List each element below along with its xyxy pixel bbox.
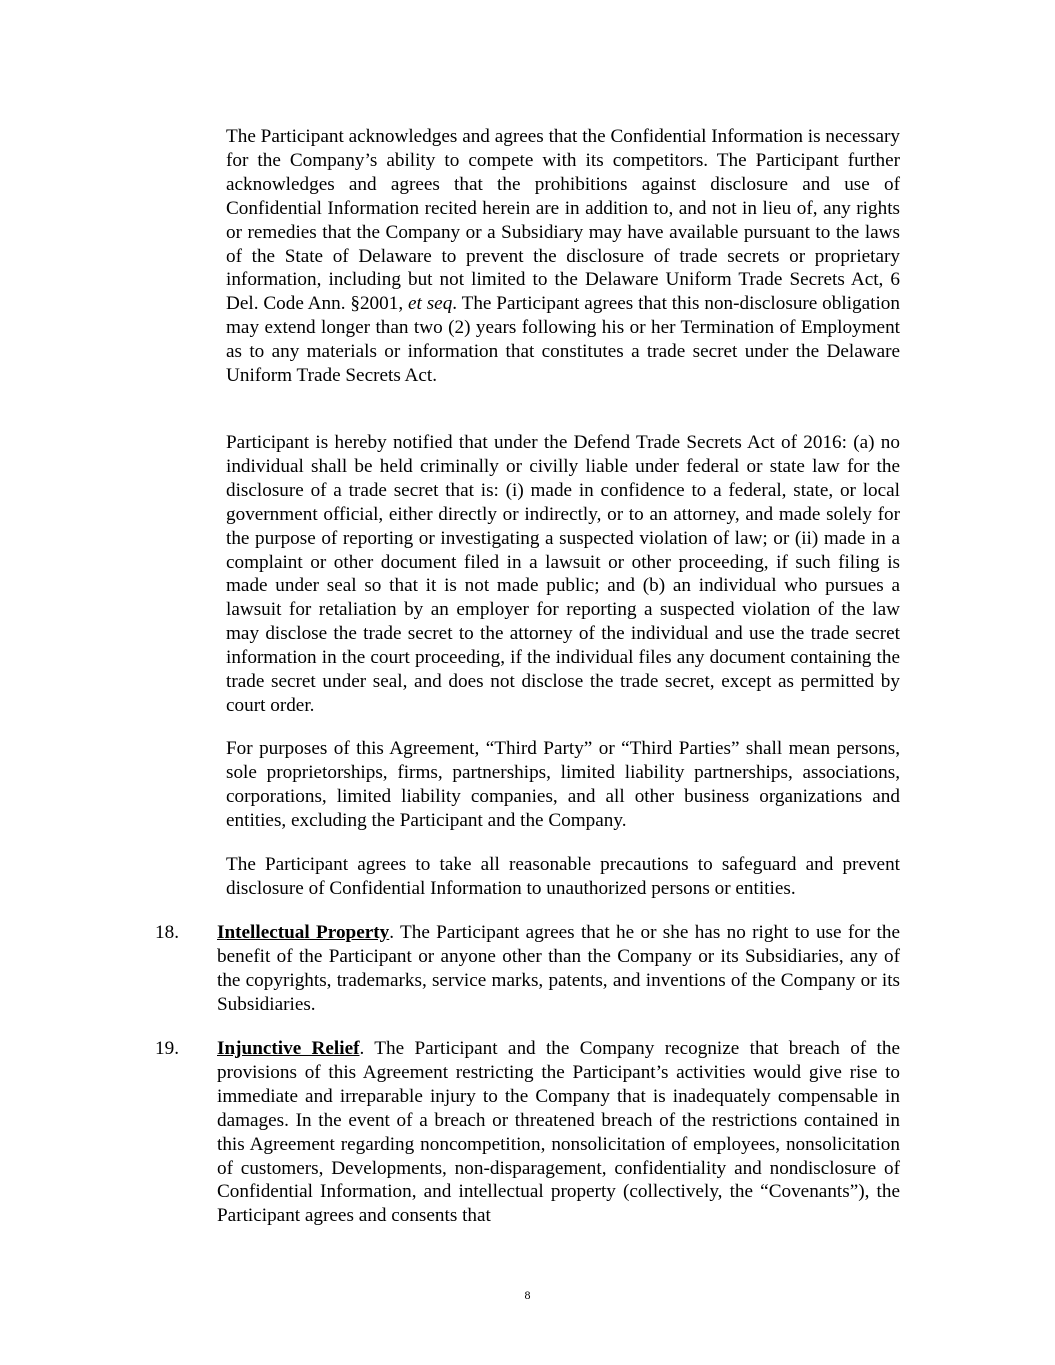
section-heading: Injunctive Relief	[217, 1038, 360, 1059]
section-text: . The Participant agrees that he or she has no right to use for the benefit of the Participant or anyone other than the Company or its Subsidiaries, any of the copyrights, trademarks, service marks, patents, and inventions of the Company or its Subsidiaries.	[217, 922, 900, 1015]
paragraph-confidential-information	[226, 125, 900, 388]
section-heading: Intellectual Property	[217, 922, 390, 943]
section-number: 19.	[155, 1038, 179, 1059]
paragraph-reasonable-precautions: The Participant agrees to take all reasonable precautions to safeguard and prevent disclosure of Confidential Information to unauthorized persons or entities.	[226, 854, 900, 899]
section-text: . The Participant and the Company recognize that breach of the provisions of this Agreement restricting the Participant’s activities would give rise to immediate and irreparable injury to the Company that is inadequately compensable in damages. In the event of a breach or threatened breach of the restrictions contained in this Agreement regarding noncompetition, nonsolicitation of employees, nonsolicitation of customers, Developments, non-disparagement, confidentiality and nondisclosure of Confidential Information, and intellectual property (collectively, the “Covenants”), the Participant agrees and consents that	[217, 1038, 900, 1227]
page-number: 8	[524, 1288, 531, 1302]
paragraph-text: The Participant acknowledges and agrees that the Confidential Information is necessary for the Company’s ability to compete with its competitors. The Participant further acknowledges and agrees that the prohibitions against disclosure and use of Confidential Information recited herein are in addition to, and not in lieu of, any rights or remedies that the Company or a Subsidiary may have available pursuant to the laws of the State of Delaware to prevent the disclosure of trade secrets or proprietary information, including but not limited to the Delaware Uniform Trade Secrets Act, 6 Del. Code Ann. §2001,	[226, 126, 900, 315]
paragraph-third-party-definition: For purposes of this Agreement, “Third Party” or “Third Parties” shall mean persons, sole proprietorships, firms, partnerships, limited liability partnerships, associations, corporations, limited liability companies, and all other business organizations and entities, excluding the Participant and the Company.	[226, 738, 900, 831]
paragraph-defend-trade-secrets-act: Participant is hereby notified that under the Defend Trade Secrets Act of 2016: (a) no individual shall be held criminally or civilly liable under federal or state law for the disclosure of a trade secret that is: (i) made in confidence to a federal, state, or local government official, either directly or indirectly, or to an attorney, and made solely for the purpose of reporting or investigating a suspected violation of law; or (ii) made in a complaint or other document filed in a lawsuit or other proceeding, if such filing is made under seal so that it is not made public; and (b) an individual who pursues a lawsuit for retaliation by an employer for reporting a suspected violation of the law may disclose the trade secret to the attorney of the individual and use the trade secret information in the court proceeding, if the individual files any document containing the trade secret under seal, and does not disclose the trade secret, except as permitted by court order.	[226, 432, 900, 716]
paragraph-italic-text: et seq	[408, 293, 453, 315]
paragraph-text: . The Participant agrees that this non-disclosure obligation may extend longer than two (2) years following his or her Termination of Employment as to any materials or information that constitutes a trade secret under the Delaware Uniform Trade Secrets Act.	[226, 293, 900, 387]
section-number: 18.	[155, 922, 179, 943]
section-body	[217, 1037, 900, 1228]
section-body	[217, 921, 900, 1017]
